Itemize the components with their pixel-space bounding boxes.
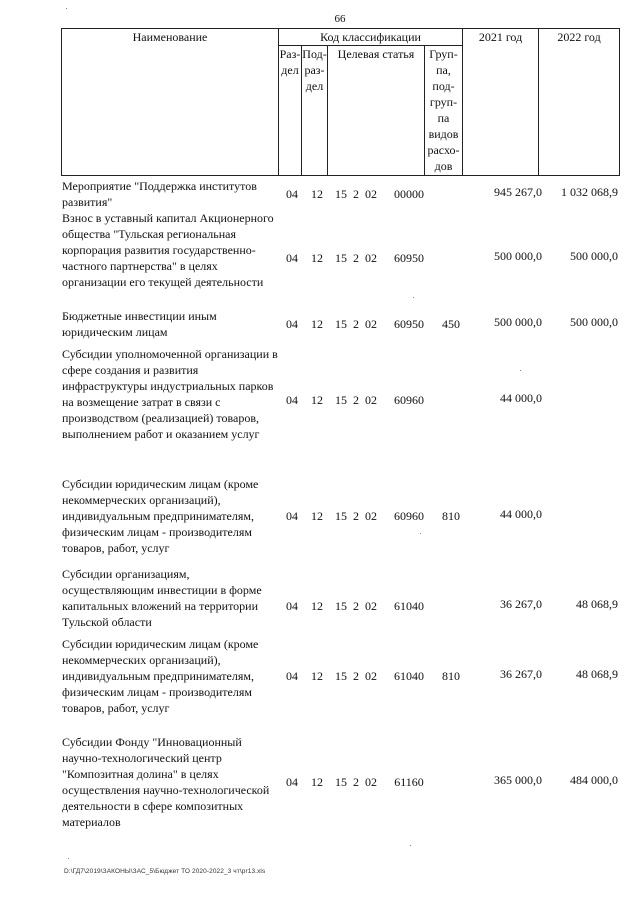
row-v2021: 44 000,0 <box>500 507 542 521</box>
row-podrazdel: 12 <box>311 187 323 201</box>
row-cs2: 2 <box>353 317 359 331</box>
row-cs2: 2 <box>353 187 359 201</box>
row-cs4: 60950 <box>394 317 424 331</box>
row-razdel: 04 <box>286 669 298 683</box>
row-podrazdel: 12 <box>311 669 323 683</box>
header-target: Целевая статья <box>328 46 425 176</box>
row-cs1: 15 <box>335 317 347 331</box>
header-name: Наименование <box>62 29 279 176</box>
row-cs4: 61160 <box>394 775 424 789</box>
row-v2021: 36 267,0 <box>500 667 542 681</box>
row-v2022: 484 000,0 <box>570 773 618 787</box>
row-v2021: 365 000,0 <box>494 773 542 787</box>
row-cs1: 15 <box>335 669 347 683</box>
row-cs2: 2 <box>353 509 359 523</box>
row-v2022: 1 032 068,9 <box>561 185 618 199</box>
row-cs4: 61040 <box>394 669 424 683</box>
row-cs3: 02 <box>365 317 377 331</box>
row-razdel: 04 <box>286 599 298 613</box>
row-razdel: 04 <box>286 775 298 789</box>
file-path: D:\ГД7\2019\ЗАКОНЫ\ЗАС_5\Бюджет ТО 2020-2022_3 чт\pr13.xls <box>64 868 266 875</box>
row-podrazdel: 12 <box>311 509 323 523</box>
row-razdel: 04 <box>286 251 298 265</box>
row-v2021: 500 000,0 <box>494 249 542 263</box>
header-classification: Код классификации <box>279 29 463 46</box>
row-cs4: 60960 <box>394 509 424 523</box>
row-name: Субсидии организациям, осуществляющим инвестиции в форме капитальных вложений на территории Тульской области <box>62 567 262 629</box>
row-name: Субсидии Фонду "Инновационный научно-технологический центр "Композитная долина" в целях осуществления научно-технологической деятельности в сфере композитных материалов <box>62 735 270 829</box>
row-cs1: 15 <box>335 775 347 789</box>
row-cs2: 2 <box>353 599 359 613</box>
row-cs1: 15 <box>335 187 347 201</box>
row-v2022: 48 068,9 <box>576 597 618 611</box>
page-number: 66 <box>334 13 346 25</box>
row-cs3: 02 <box>365 509 377 523</box>
header-subsection: Под- раз- дел <box>302 46 328 176</box>
row-name: Субсидии юридическим лицам (кроме некоммерческих организаций), индивидуальным предпринимателям, физическим лицам - производителям товаров, работ, услуг <box>62 477 259 555</box>
row-podrazdel: 12 <box>311 393 323 407</box>
row-cs4: 00000 <box>394 187 424 201</box>
row-v2022: 500 000,0 <box>570 315 618 329</box>
row-group: 450 <box>442 317 460 331</box>
table-header <box>61 28 620 176</box>
header-2022: 2022 год <box>539 29 620 176</box>
row-cs3: 02 <box>365 393 377 407</box>
header-2021: 2021 год <box>463 29 539 176</box>
row-razdel: 04 <box>286 187 298 201</box>
row-v2021: 36 267,0 <box>500 597 542 611</box>
row-cs2: 2 <box>353 393 359 407</box>
row-podrazdel: 12 <box>311 251 323 265</box>
row-cs4: 60960 <box>394 393 424 407</box>
row-cs1: 15 <box>335 599 347 613</box>
row-cs1: 15 <box>335 509 347 523</box>
row-podrazdel: 12 <box>311 775 323 789</box>
row-cs4: 61040 <box>394 599 424 613</box>
row-cs3: 02 <box>365 775 377 789</box>
row-cs3: 02 <box>365 187 377 201</box>
row-cs2: 2 <box>353 669 359 683</box>
row-name: Взнос в уставный капитал Акционерного общества "Тульская региональная корпорация развития государственно-частного партнерства" в целях организации его текущей деятельности <box>62 211 274 289</box>
row-razdel: 04 <box>286 509 298 523</box>
row-v2022: 500 000,0 <box>570 249 618 263</box>
row-name: Бюджетные инвестиции иным юридическим лицам <box>62 309 217 339</box>
row-name: Субсидии юридическим лицам (кроме некоммерческих организаций), индивидуальным предпринимателям, физическим лицам - производителям товаров, работ, услуг <box>62 637 259 715</box>
row-v2022: 48 068,9 <box>576 667 618 681</box>
row-cs2: 2 <box>353 775 359 789</box>
row-v2021: 500 000,0 <box>494 315 542 329</box>
row-cs1: 15 <box>335 393 347 407</box>
row-razdel: 04 <box>286 317 298 331</box>
row-cs1: 15 <box>335 251 347 265</box>
row-podrazdel: 12 <box>311 599 323 613</box>
header-group: Груп- па, под- груп- па видов расхо- дов <box>425 46 463 176</box>
row-group: 810 <box>442 669 460 683</box>
row-cs3: 02 <box>365 251 377 265</box>
row-name: Мероприятие "Поддержка институтов развития" <box>62 179 257 209</box>
header-section: Раз- дел <box>279 46 302 176</box>
row-name: Субсидии уполномоченной организации в сфере создания и развития инфраструктуры индустриальных парков на возмещение затрат в связи с производством (реализацией) товаров, выполнением работ и оказанием услуг <box>62 347 278 441</box>
row-razdel: 04 <box>286 393 298 407</box>
row-v2021: 44 000,0 <box>500 391 542 405</box>
row-cs3: 02 <box>365 669 377 683</box>
row-cs2: 2 <box>353 251 359 265</box>
row-podrazdel: 12 <box>311 317 323 331</box>
row-cs3: 02 <box>365 599 377 613</box>
row-v2021: 945 267,0 <box>494 185 542 199</box>
row-cs4: 60950 <box>394 251 424 265</box>
row-group: 810 <box>442 509 460 523</box>
